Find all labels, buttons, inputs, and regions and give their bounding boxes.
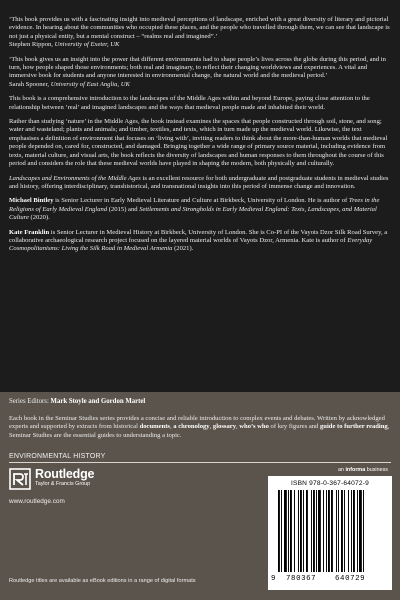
barcode-digit-group-2: 640729 xyxy=(335,575,366,583)
description-paragraph-1: This book is a comprehensive introduction to the landscapes of the Middle Ages within and beyond Europe, paying close attention to the relationship between ‘real’ and imagined landscapes and the ways that medieval people made and inhabited their world. xyxy=(9,95,370,111)
barcode-icon xyxy=(278,490,382,572)
series-feature-guide: guide to further reading xyxy=(320,423,388,431)
author-bio-1 xyxy=(9,197,391,222)
reviewer-affiliation: University of East Anglia, UK xyxy=(50,80,130,88)
bio-text: (2021). xyxy=(172,245,194,253)
separator: , xyxy=(169,423,174,431)
series-text: Each book in the Seminar Studies series provides a concise and reliable introduction to complex events and debates. Written by acknowledged experts and supported by extracts from historical xyxy=(9,415,385,431)
review-attribution xyxy=(9,81,391,89)
publisher-logo xyxy=(9,467,119,495)
reviewer-affiliation: University of Exeter, UK xyxy=(54,41,120,49)
publisher-name: Routledge xyxy=(35,467,95,481)
series-editors xyxy=(9,398,391,407)
series-feature-whos-who: who’s who xyxy=(239,423,269,431)
divider xyxy=(9,462,391,463)
reviewer-name: Sarah Spooner, xyxy=(9,80,50,88)
publisher-website: www.routledge.com xyxy=(9,498,65,505)
book-title-mention: Landscapes and Environments of the Middle Ages xyxy=(9,174,141,182)
review-attribution xyxy=(9,41,391,49)
reviewer-name: Stephen Rippon, xyxy=(9,41,53,49)
book-title-mention: Trees in the Religions of Early Medieval England xyxy=(9,197,380,213)
informa-business-label xyxy=(338,467,388,473)
author-name: Michael Bintley xyxy=(9,197,54,205)
routledge-logo-icon xyxy=(9,468,31,490)
review-quote-text: ‘This book provides us with a fascinating insight into medieval perceptions of landscape, enriched with a great diversity of literary and pictorial evidence. In hearing about the communities who occupied these places, and the people who travelled through them, we can see that landscape is not just a physical entity, but a mental construct – “realms real and imagined”.’ xyxy=(9,16,390,40)
bio-text: (2020). xyxy=(28,214,50,222)
isbn-label: ISBN 978-0-367-64072-9 xyxy=(290,480,370,487)
review-quote-2 xyxy=(9,56,391,90)
separator: , xyxy=(235,423,240,431)
series-feature-documents: documents xyxy=(139,423,170,431)
review-quote-text: ‘This book gives us an insight into the power that different environments had to shape people’s lives across the globe during this period, and in turn, how people shaped those environments; both real and imaginary, to reflect their changing worldviews and experiences. A vital and immersive book for students and anyone interested in environmental change, the natural world and the medieval period.’ xyxy=(9,55,386,80)
series-text: of key figures and xyxy=(268,423,320,431)
ebook-availability-note: Routledge titles are available as eBook editions in a range of digital formats xyxy=(9,578,196,584)
bio-text: is Senior Lecturer in Early Medieval Literature and Culture at Birkbeck, University of London. He is author of xyxy=(53,197,349,205)
bio-text: is Senior Lecturer in Medieval History at Birkbeck, University of London. She is Co-PI of the Vayots Dzor Silk Road Survey, a collaborative archaeological research project focused on the layered material worlds of Vayots Dzor, Armenia. Kate is author of xyxy=(9,228,388,244)
series-text: , Seminar Studies are the essential guides to understanding a topic. xyxy=(9,423,390,439)
bio-text: (2015) and xyxy=(107,205,140,213)
series-editors-names: Mark Stoyle and Gordon Martel xyxy=(50,398,146,405)
barcode-first-digit: 9 xyxy=(271,575,276,583)
description-text: is an excellent resource for both undergraduate and postgraduate students in medieval studies and history, offering interdisciplinary, transhistorical, and transnational insights into this period of immense change and innovation. xyxy=(9,174,389,190)
blurb-section xyxy=(9,16,391,260)
author-name: Kate Franklin xyxy=(9,228,50,236)
barcode-panel xyxy=(268,476,392,590)
informa-name: informa xyxy=(345,467,366,473)
series-description xyxy=(9,415,393,440)
informa-prefix: an xyxy=(337,467,346,473)
series-feature-glossary: glossary xyxy=(212,423,236,431)
series-editors-label: Series Editors: xyxy=(9,398,51,405)
barcode-digit-group-1: 780367 xyxy=(286,575,317,583)
description-paragraph-2: Rather than studying ‘nature’ in the Middle Ages, the book instead examines the spaces that people constructed through soil, stone, and song; water and wasteland; plants and animals; and timber, textiles, and texts, which in turn made up the medieval world. Likewise, the text emphasises a definition of environment that focuses on ‘living with’, inviting readers to think about the more-than-human worlds that medieval people depended on, cared for, constructed, and damaged. Bringing together a wide range of primary source material, including evidence from texts, material culture, and visual arts, the book reflects the diversity of landscapes and human responses to them throughout the course of this period and considers the role that these medieval worlds have played in shaping the modern, both physically and culturally. xyxy=(9,118,388,168)
subject-category: ENVIRONMENTAL HISTORY xyxy=(9,453,106,460)
informa-suffix: business xyxy=(365,467,388,473)
review-quote-1 xyxy=(9,16,391,50)
series-feature-chronology: a chronology xyxy=(173,423,210,431)
book-title-mention: Settlements and Strongholds in Early Medieval England: Texts, Landscapes, and Material Culture xyxy=(9,205,377,222)
separator: , xyxy=(209,423,213,431)
publisher-group: Taylor & Francis Group xyxy=(35,481,91,487)
author-bio-2 xyxy=(9,229,391,254)
book-title-mention: Everyday Cosmopolitanisms: Living the Silk Road in Medieval Armenia xyxy=(9,236,373,253)
description-paragraph-3 xyxy=(9,175,391,192)
